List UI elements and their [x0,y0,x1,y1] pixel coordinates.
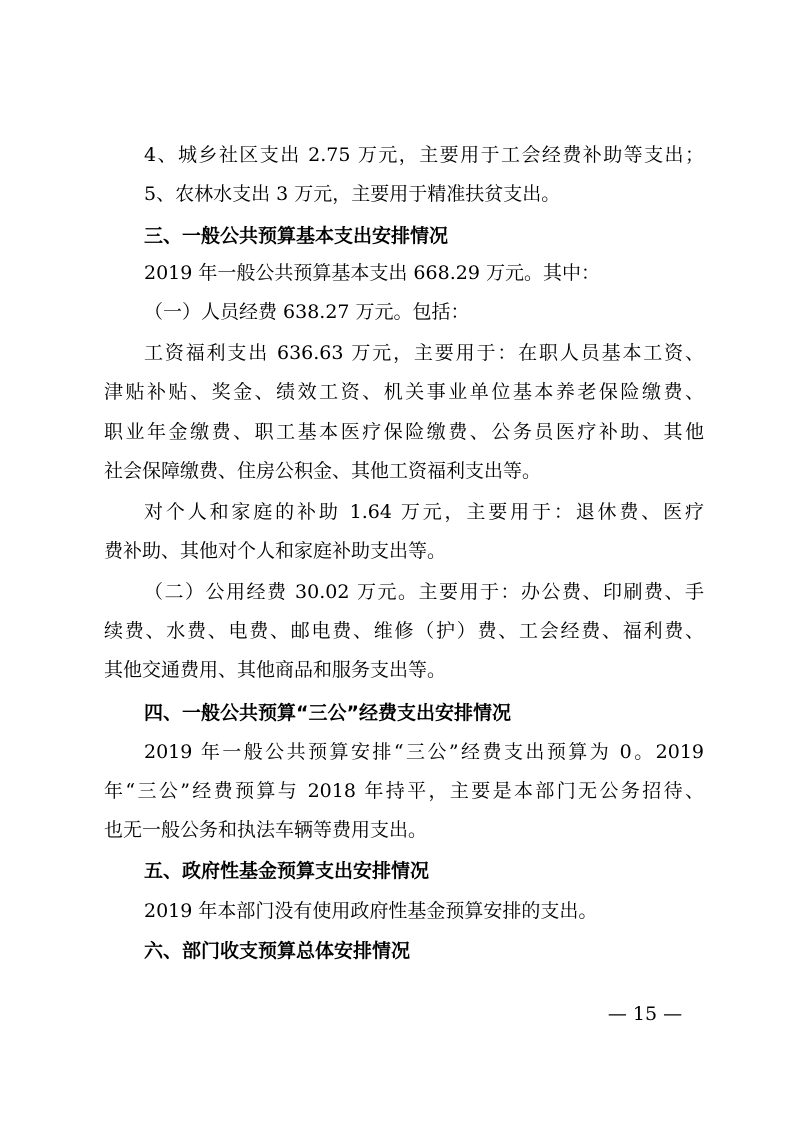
page-number: — 15 — [607,1003,683,1025]
section-heading: 六、部门收支预算总体安排情况 [144,940,411,962]
section-heading: 五、政府性基金预算支出安排情况 [144,860,430,882]
section-heading: 三、一般公共预算基本支出安排情况 [144,225,449,247]
paragraph-line: 工资福利支出 636.63 万元，主要用于：在职人员基本工资、 [144,342,704,364]
paragraph-line: （二）公用经费 30.02 万元。主要用于：办公费、印刷费、手 [144,581,704,603]
paragraph-line: 年“三公”经费预算与 2018 年持平，主要是本部门无公务招待、 [104,780,704,802]
paragraph-line: 津贴补贴、奖金、绩效工资、机关事业单位基本养老保险缴费、 [104,381,704,403]
paragraph-line: 社会保障缴费、住房公积金、其他工资福利支出等。 [104,460,542,482]
paragraph-line: 对个人和家庭的补助 1.64 万元，主要用于：退休费、医疗 [144,501,704,523]
section-heading: 四、一般公共预算“三公”经费支出安排情况 [144,702,511,724]
paragraph-line: 续费、水费、电费、邮电费、维修（护）费、工会经费、福利费、 [104,620,704,642]
paragraph-line: 其他交通费用、其他商品和服务支出等。 [104,659,447,681]
paragraph-line: 2019 年一般公共预算安排“三公”经费支出预算为 0。2019 [144,741,704,763]
paragraph-line: 费补助、其他对个人和家庭补助支出等。 [104,540,447,562]
paragraph-line: 5、农林水支出 3 万元，主要用于精准扶贫支出。 [144,183,561,205]
paragraph-line: 4、城乡社区支出 2.75 万元，主要用于工会经费补助等支出； [144,144,704,166]
paragraph-line: （一）人员经费 638.27 万元。包括： [144,301,470,323]
paragraph-line: 也无一般公务和执法车辆等费用支出。 [104,819,428,841]
paragraph-line: 2019 年本部门没有使用政府性基金预算安排的支出。 [144,900,598,922]
paragraph-line: 2019 年一般公共预算基本支出 668.29 万元。其中： [144,262,600,284]
paragraph-line: 职业年金缴费、职工基本医疗保险缴费、公务员医疗补助、其他 [104,421,704,443]
